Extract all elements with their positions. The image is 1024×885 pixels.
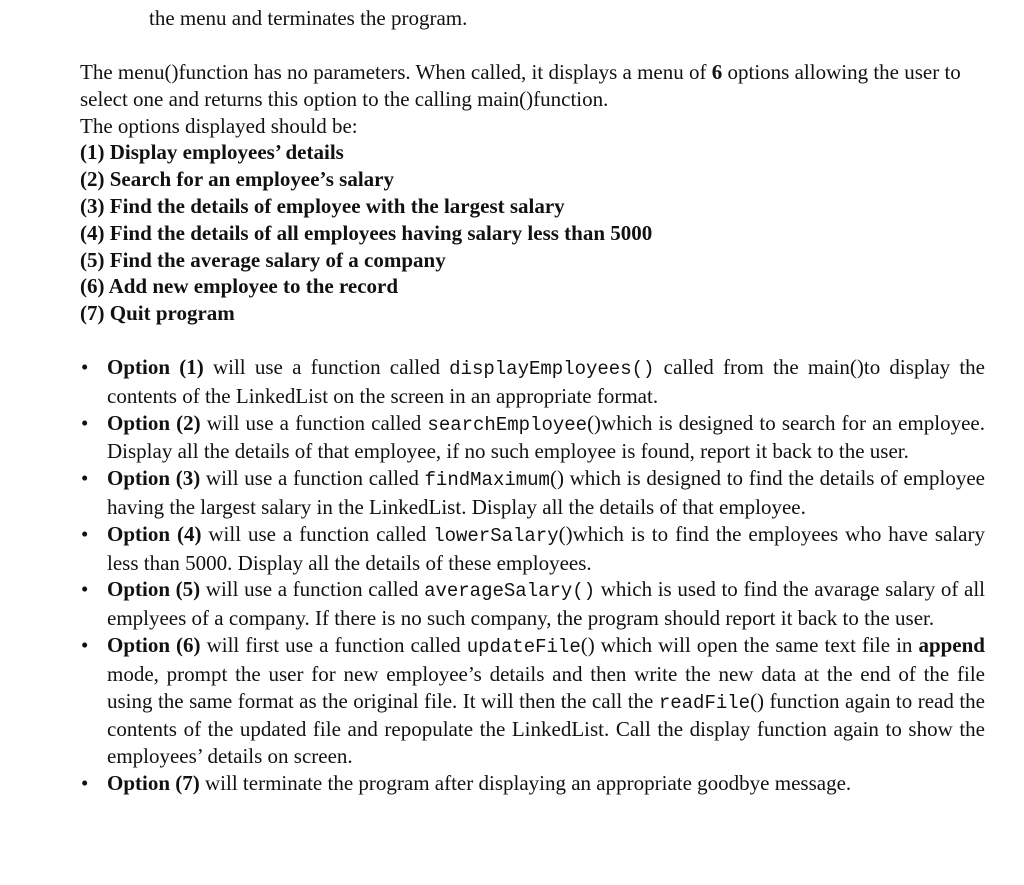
continued-sentence: the menu and terminates the program. <box>149 6 468 30</box>
option-detail-7: • Option (7) will terminate the program after displaying an appropriate goodbye message. <box>81 770 852 795</box>
bullet-icon: • <box>81 577 89 602</box>
option-detail-3: • Option (3) will use a function called findMaximum() which is designed to find the details of employee having the largest salary in the LinkedList. Display all the details of that employee. <box>81 466 985 519</box>
menu-description <box>80 59 985 327</box>
bullet-icon: • <box>81 410 89 435</box>
menu-paragraph: The menu()function has no parameters. When called, it displays a menu of 6 options allowing the user to select one and returns this option to the calling main()function. <box>80 60 961 111</box>
option-detail-2: • Option (2) will use a function called searchEmployee()which is designed to search for an employee. Display all the details of that employee, if no such employee is found, report it back to the user. <box>81 410 985 464</box>
append-keyword: append <box>918 632 985 657</box>
option-detail-6: • Option (6) will first use a function called updateFile() which will open the same text file in append mode, prompt the user for new employee’s details and then write the new data at the end of the file using the same format as the original file. It will then the call the readFile() function again to read the contents of the updated file and repopulate the LinkedList. Call the display function again to show the employees’ details on screen. <box>81 632 985 769</box>
bullet-icon: • <box>81 466 89 491</box>
option-details-list <box>80 354 985 797</box>
bullet-icon: • <box>81 770 89 795</box>
menu-option: (2) Search for an employee’s salary <box>80 167 394 192</box>
bullet-icon: • <box>81 521 89 546</box>
menu-option: (6) Add new employee to the record <box>80 274 399 299</box>
function-name: readFile <box>658 691 751 714</box>
option-detail-1: • Option (1) will use a function called displayEmployees() called from the main()to display the contents of the LinkedList on the screen in an appropriate format. <box>81 355 985 408</box>
menu-option: (1) Display employees’ details <box>80 140 344 165</box>
bullet-icon: • <box>81 355 89 379</box>
option-detail-4: • Option (4) will use a function called lowerSalary()which is to find the employees who have salary less than 5000. Display all the details of these employees. <box>81 521 985 575</box>
menu-option: (4) Find the details of all employees having salary less than 5000 <box>80 220 653 245</box>
option-count: 6 <box>711 60 723 84</box>
options-heading: The options displayed should be: <box>80 113 358 138</box>
function-name: updateFile <box>466 635 581 658</box>
function-name: displayEmployees() <box>449 358 655 380</box>
menu-option: (3) Find the details of employee with the largest salary <box>80 193 565 218</box>
menu-option: (7) Quit program <box>80 301 235 326</box>
bullet-icon: • <box>81 632 89 657</box>
function-name: averageSalary() <box>424 580 596 603</box>
menu-options-list <box>80 139 985 327</box>
menu-option: (5) Find the average salary of a company <box>80 247 446 272</box>
function-name: searchEmployee <box>427 413 588 436</box>
option-detail-5: • Option (5) will use a function called averageSalary() which is used to find the avarage salary of all emplyees of a company. If there is no such company, the program should report it back to the user. <box>81 577 985 631</box>
function-name: findMaximum <box>424 469 550 492</box>
function-name: lowerSalary <box>433 524 559 547</box>
